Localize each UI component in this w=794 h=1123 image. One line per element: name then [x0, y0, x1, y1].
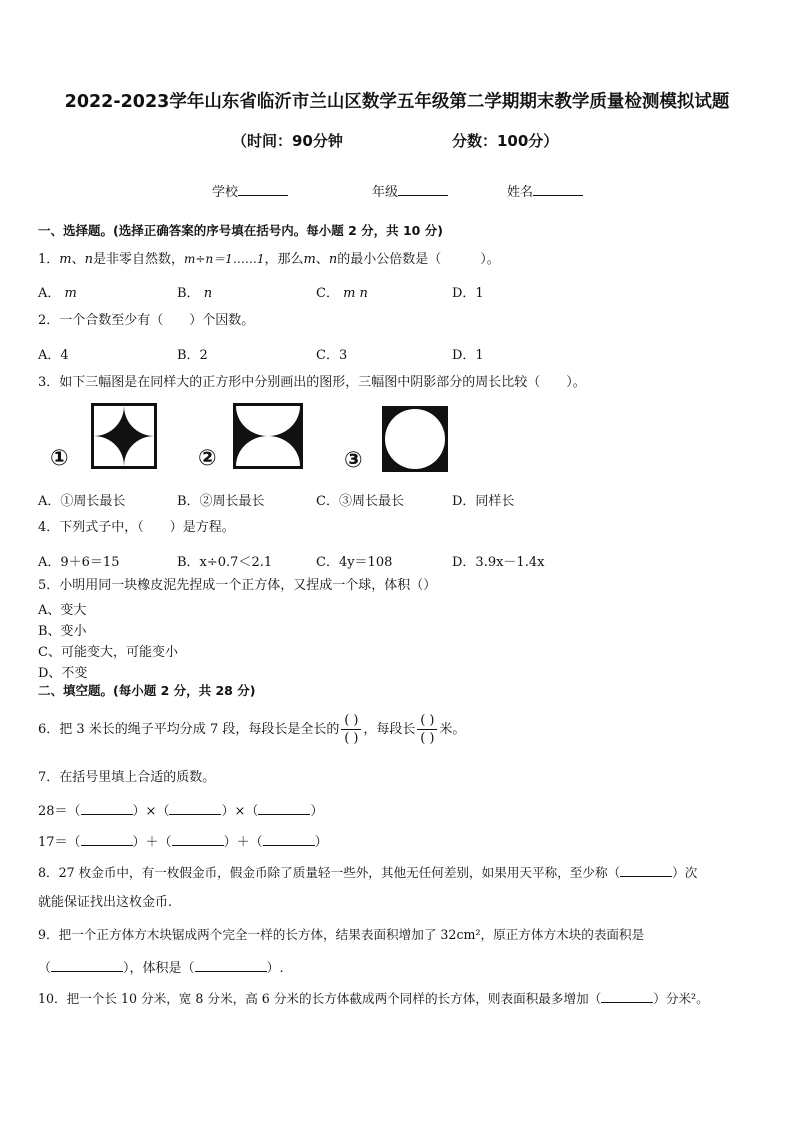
q1-option-a[interactable]: A． m	[38, 286, 77, 301]
question-1: 1．m、n是非零自然数，m÷n＝1……1，那么m、n的最小公倍数是（ ）。	[38, 252, 500, 267]
school-field: 学校	[212, 182, 288, 201]
blank[interactable]	[258, 801, 310, 815]
question-7: 7．在括号里填上合适的质数。	[38, 770, 216, 785]
q5-option-b[interactable]: B、变小	[38, 624, 87, 639]
question-10: 10．把一个长 10 分米，宽 8 分米，高 6 分米的长方体截成两个同样的长方体，则表面积最多增加（ ）分米²。	[38, 991, 709, 1006]
q2-option-d[interactable]: D．1	[452, 348, 484, 363]
grade-field: 年级	[372, 182, 448, 201]
grade-blank[interactable]	[398, 182, 448, 196]
blank[interactable]	[601, 989, 653, 1003]
exam-time: （时间：90分钟	[232, 132, 343, 150]
q3-option-a[interactable]: A．①周长最长	[38, 494, 126, 509]
name-field: 姓名	[507, 182, 583, 201]
question-9-line-2: （ ），体积是（ ）.	[38, 958, 284, 977]
blank[interactable]	[81, 832, 133, 846]
q2-option-b[interactable]: B．2	[177, 348, 208, 363]
figure-label-2: ②	[198, 446, 217, 471]
figure-3-circle-square	[381, 405, 449, 473]
q7-row-17: 17＝（ ）＋（ ）＋（ ）	[38, 832, 328, 851]
blank[interactable]	[195, 958, 267, 972]
q5-option-c[interactable]: C、可能变大，可能变小	[38, 645, 178, 660]
q4-option-c[interactable]: C．4y＝108	[316, 555, 393, 570]
section2-heading: 二、填空题。(每小题 2 分，共 28 分)	[38, 683, 256, 698]
blank[interactable]	[81, 801, 133, 815]
figure-label-3: ③	[344, 448, 363, 473]
figure-1-star-square	[91, 403, 157, 469]
name-blank[interactable]	[533, 182, 583, 196]
blank[interactable]	[169, 801, 221, 815]
fraction-blank-2[interactable]: $\frac{( )}{( )}$	[417, 713, 437, 746]
question-5: 5．小明用同一块橡皮泥先捏成一个正方体，又捏成一个球，体积（）	[38, 578, 437, 593]
q5-option-a[interactable]: A、变大	[38, 603, 87, 618]
question-8-line-2: 就能保证找出这枚金币.	[38, 895, 173, 910]
q5-option-d[interactable]: D、不变	[38, 666, 88, 681]
q3-option-b[interactable]: B．②周长最长	[177, 494, 265, 509]
exam-score: 分数：100分）	[452, 132, 559, 150]
q2-option-c[interactable]: C．3	[316, 348, 348, 363]
blank[interactable]	[620, 863, 672, 877]
q1-option-d[interactable]: D．1	[452, 286, 484, 301]
question-8-line-1: 8．27 枚金币中，有一枚假金币，假金币除了质量轻一些外，其他无任何差别，如果用天平称，至少称（ ）次	[38, 865, 698, 880]
question-6: 6．把 3 米长的绳子平均分成 7 段，每段长是全长的 $\frac{( )}{( )}$ ，每段长 $\frac{( )}{( )}$ 米。	[38, 713, 466, 746]
blank[interactable]	[51, 958, 123, 972]
blank[interactable]	[263, 832, 315, 846]
question-2: 2．一个合数至少有（ ）个因数。	[38, 313, 255, 328]
fraction-blank-1[interactable]: $\frac{( )}{( )}$	[341, 713, 361, 746]
q4-option-a[interactable]: A．9＋6＝15	[38, 555, 120, 570]
question-3: 3．如下三幅图是在同样大的正方形中分别画出的图形，三幅图中阴影部分的周长比较（ ）。	[38, 375, 586, 390]
q4-option-b[interactable]: B．x÷0.7＜2.1	[177, 555, 273, 570]
q3-option-d[interactable]: D．同样长	[452, 494, 515, 509]
q1-option-b[interactable]: B． n	[177, 286, 213, 301]
q2-option-a[interactable]: A．4	[38, 348, 69, 363]
school-blank[interactable]	[238, 182, 288, 196]
q3-option-c[interactable]: C．③周长最长	[316, 494, 404, 509]
question-4: 4．下列式子中，（ ）是方程。	[38, 520, 235, 535]
q1-option-c[interactable]: C． m n	[316, 286, 368, 301]
section1-heading: 一、选择题。(选择正确答案的序号填在括号内。每小题 2 分，共 10 分)	[38, 223, 443, 238]
question-9-line-1: 9．把一个正方体方木块锯成两个完全一样的长方体，结果表面积增加了 32cm²，原正方体方木块的表面积是	[38, 927, 645, 942]
blank[interactable]	[172, 832, 224, 846]
q7-row-28: 28＝（ ）×（ ）×（ ）	[38, 801, 323, 820]
figure-2-half-circles-square	[233, 403, 303, 469]
figure-label-1: ①	[50, 446, 69, 471]
q4-option-d[interactable]: D．3.9x－1.4x	[452, 555, 545, 570]
page-title: 2022-2023学年山东省临沂市兰山区数学五年级第二学期期末教学质量检测模拟试题	[64, 92, 730, 112]
